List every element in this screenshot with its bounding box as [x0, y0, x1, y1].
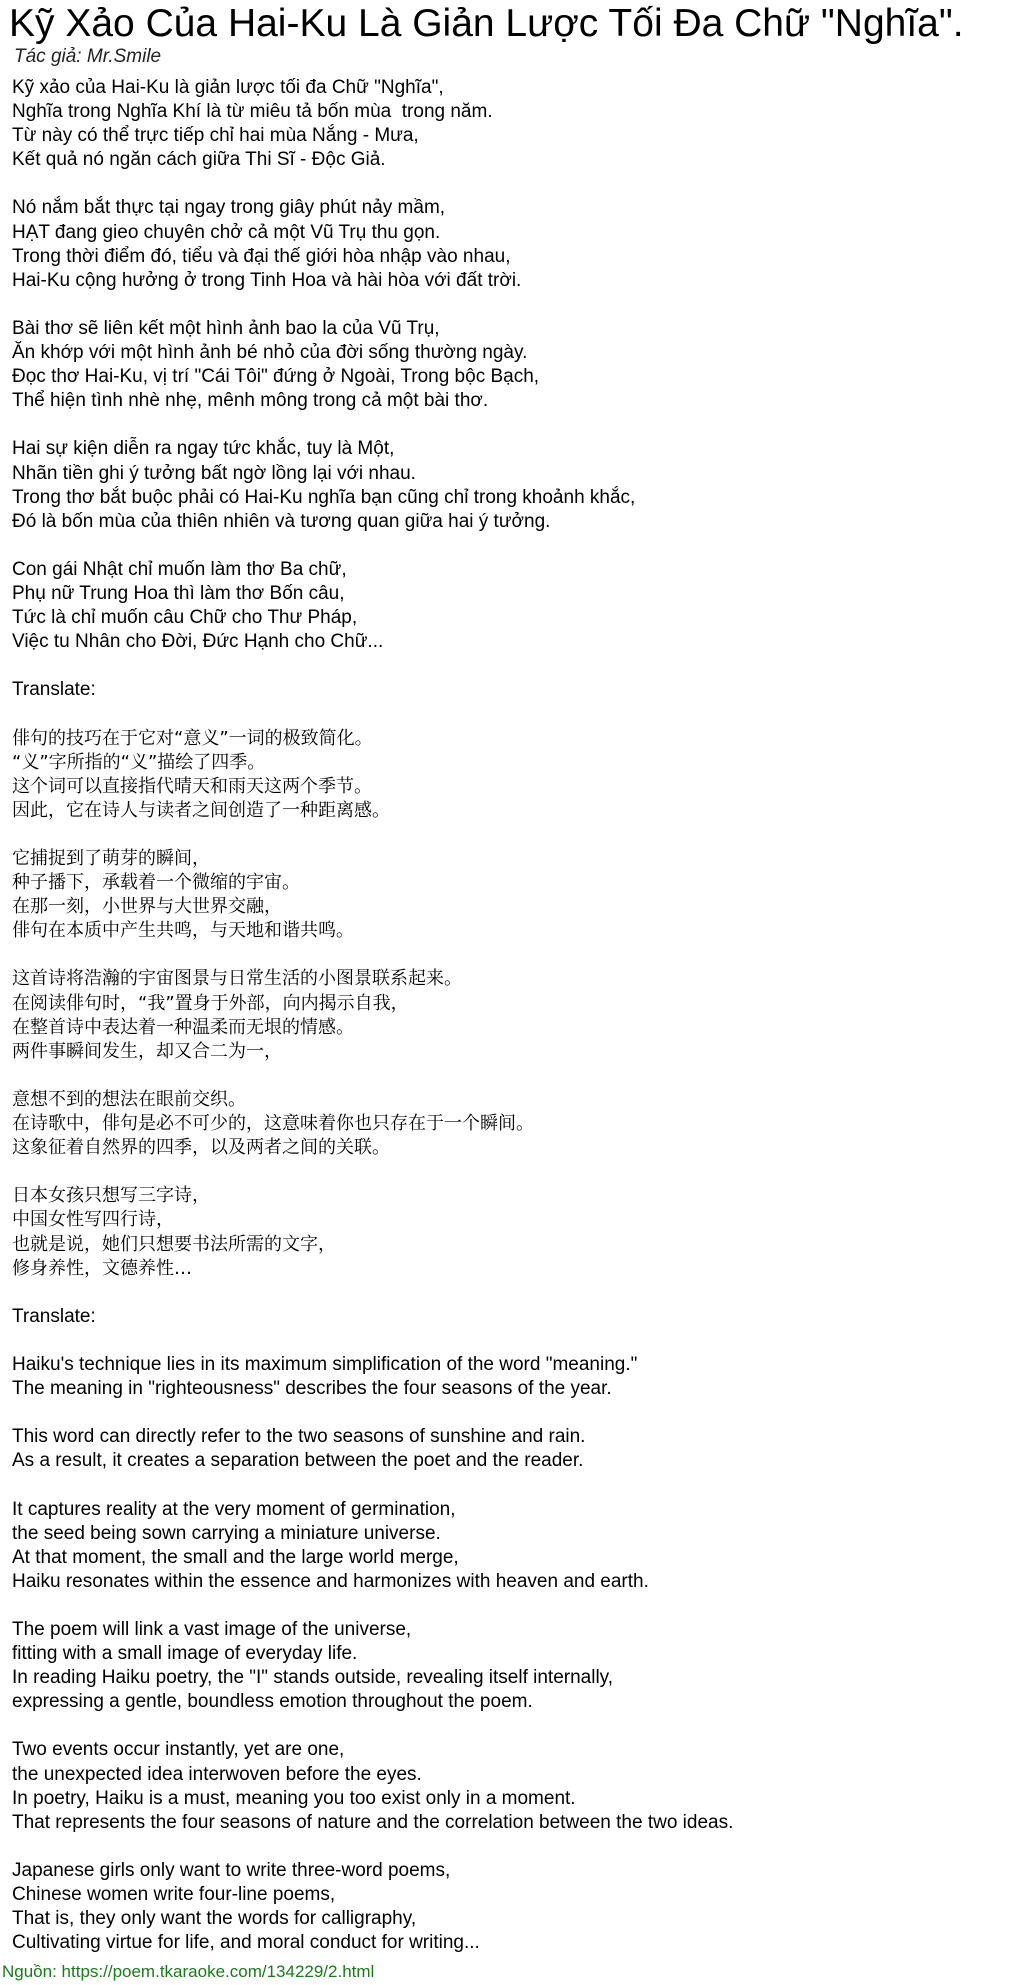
poem-line: Bài thơ sẽ liên kết một hình ảnh bao la của Vũ Trụ, — [12, 317, 440, 339]
blank-line — [12, 1594, 1027, 1618]
blank-line — [12, 1473, 1027, 1497]
poem-line: 因此，它在诗人与读者之间创造了一种距离感。 — [12, 799, 390, 821]
poem-line: As a result, it creates a separation between the poet and the reader. — [12, 1450, 584, 1472]
blank-line — [12, 943, 1027, 967]
poem-line: 也就是说，她们只想要书法所需的文字， — [12, 1233, 336, 1255]
poem-line: 它捕捉到了萌芽的瞬间， — [12, 848, 210, 869]
blank-line — [12, 1714, 1027, 1738]
poem-line: Nó nắm bắt thực tại ngay trong giây phút nảy mầm, — [12, 197, 446, 219]
blank-line — [12, 534, 1027, 558]
blank-line — [12, 654, 1027, 678]
poem-line: In poetry, Haiku is a must, meaning you too exist only in a moment. — [12, 1787, 576, 1809]
blank-line — [12, 413, 1027, 437]
poem-line: 这象征着自然界的四季，以及两者之间的关联。 — [12, 1137, 390, 1159]
poem-line: The poem will link a vast image of the universe, — [12, 1619, 412, 1640]
poem-line: 在整首诗中表达着一种温柔而无垠的情感。 — [12, 1016, 354, 1038]
poem-line: Chinese women write four-line poems, — [12, 1884, 336, 1906]
poem-line: Translate: — [12, 679, 96, 701]
poem-line: Ăn khớp với một hình ảnh bé nhỏ của đời sống thường ngày. — [12, 342, 528, 364]
poem-line: Cultivating virtue for life, and moral conduct for writing... — [12, 1932, 480, 1954]
poem-line: Trong thời điểm đó, tiểu và đại thế giới hòa nhập vào nhau, — [12, 245, 511, 267]
poem-line: That represents the four seasons of nature and the correlation between the two ideas. — [12, 1811, 734, 1833]
poem-line: Tức là chỉ muốn câu Chữ cho Thư Pháp, — [12, 607, 358, 629]
poem-line: Nhãn tiền ghi ý tưởng bất ngờ lồng lại với nhau. — [12, 462, 416, 484]
poem-line: Hai-Ku cộng hưởng ở trong Tinh Hoa và hài hòa với đất trời. — [12, 269, 522, 291]
poem-line: Thể hiện tình nhè nhẹ, mênh mông trong cả một bài thơ. — [12, 390, 489, 412]
blank-line — [12, 172, 1027, 196]
poem-line: In reading Haiku poetry, the "I" stands outside, revealing itself internally, — [12, 1667, 614, 1689]
poem-line: Trong thơ bắt buộc phải có Hai-Ku nghĩa bạn cũng chỉ trong khoảnh khắc, — [12, 486, 636, 508]
poem-line: Kết quả nó ngăn cách giữa Thi Sĩ - Độc Giả. — [12, 149, 386, 171]
source-link[interactable]: Nguồn: https://poem.tkaraoke.com/134229/2.html — [2, 1962, 375, 1981]
poem-line: Đó là bốn mùa của thiên nhiên và tương quan giữa hai ý tưởng. — [12, 510, 551, 532]
poem-line: “义”字所指的“义”描绘了四季。 — [12, 751, 266, 773]
blank-line — [12, 1401, 1027, 1425]
poem-line: 中国女性写四行诗， — [12, 1209, 174, 1231]
poem-line: 在那一刻，小世界与大世界交融， — [12, 896, 282, 918]
poem-line: Nghĩa trong Nghĩa Khí là từ miêu tả bốn mùa trong năm. — [12, 101, 493, 123]
poem-line: Haiku resonates within the essence and harmonizes with heaven and earth. — [12, 1570, 649, 1592]
poem-line: 两件事瞬间发生，却又合二为一， — [12, 1040, 282, 1062]
blank-line — [12, 1835, 1027, 1859]
poem-line: Đọc thơ Hai-Ku, vị trí "Cái Tôi" đứng ở Ngoài, Trong bộc Bạch, — [12, 366, 540, 388]
poem-line: 种子播下，承载着一个微缩的宇宙。 — [12, 872, 300, 894]
poem-line: HẠT đang gieo chuyên chở cả một Vũ Trụ thu gọn. — [12, 221, 441, 243]
poem-line: 意想不到的想法在眼前交织。 — [12, 1088, 246, 1110]
poem-line: fitting with a small image of everyday life. — [12, 1643, 358, 1665]
poem-line: Việc tu Nhân cho Đời, Đức Hạnh cho Chữ... — [12, 631, 384, 653]
blank-line — [12, 1160, 1027, 1184]
poem-line: 在诗歌中，俳句是必不可少的，这意味着你也只存在于一个瞬间。 — [12, 1113, 534, 1135]
blank-line — [12, 702, 1027, 726]
poem-line: Two events occur instantly, yet are one, — [12, 1739, 345, 1761]
poem-line: Japanese girls only want to write three-word poems, — [12, 1859, 451, 1881]
poem-line: At that moment, the small and the large world merge, — [12, 1546, 459, 1568]
poem-line: 俳句的技巧在于它对“意义”一词的极致简化。 — [12, 727, 373, 749]
poem-line: 这个词可以直接指代晴天和雨天这两个季节。 — [12, 775, 372, 797]
poem-line: Kỹ xảo của Hai-Ku là giản lược tối đa Chữ "Nghĩa", — [12, 77, 444, 98]
blank-line — [12, 293, 1027, 317]
poem-line: 在阅读俳句时，“我”置身于外部，向内揭示自我， — [12, 992, 409, 1014]
poem-line: Translate: — [12, 1305, 96, 1327]
poem-line: The meaning in "righteousness" describes the four seasons of the year. — [12, 1378, 612, 1400]
poem-title: Kỹ Xảo Của Hai-Ku Là Giản Lược Tối Đa Chữ "Nghĩa". — [9, 2, 964, 45]
poem-line: Haiku's technique lies in its maximum simplification of the word "meaning." — [12, 1353, 638, 1375]
poem-line: Từ này có thể trực tiếp chỉ hai mùa Nắng - Mưa, — [12, 125, 419, 147]
source-line[interactable] — [2, 1962, 374, 1982]
poem-line: This word can directly refer to the two seasons of sunshine and rain. — [12, 1426, 586, 1448]
poem-line: That is, they only want the words for calligraphy, — [12, 1908, 417, 1930]
poem-line: 这首诗将浩瀚的宇宙图景与日常生活的小图景联系起来。 — [12, 968, 462, 990]
blank-line — [12, 823, 1027, 847]
poem-body — [12, 76, 1027, 1955]
poem-line: 俳句在本质中产生共鸣，与天地和谐共鸣。 — [12, 920, 354, 942]
poem-line: 修身养性，文德养性… — [12, 1257, 192, 1279]
poem-line: Hai sự kiện diễn ra ngay tức khắc, tuy là Một, — [12, 438, 395, 460]
poem-line: expressing a gentle, boundless emotion throughout the poem. — [12, 1691, 533, 1713]
blank-line — [12, 1064, 1027, 1088]
poem-line: It captures reality at the very moment of germination, — [12, 1498, 456, 1520]
poem-line: 日本女孩只想写三字诗， — [12, 1185, 210, 1207]
poem-line: Con gái Nhật chỉ muốn làm thơ Ba chữ, — [12, 558, 347, 580]
author-line: Tác giả: Mr.Smile — [14, 46, 162, 67]
blank-line — [12, 1281, 1027, 1305]
poem-line: Phụ nữ Trung Hoa thì làm thơ Bốn câu, — [12, 582, 345, 604]
blank-line — [12, 1329, 1027, 1353]
poem-line: the seed being sown carrying a miniature universe. — [12, 1522, 441, 1544]
poem-line: the unexpected idea interwoven before the eyes. — [12, 1763, 422, 1785]
